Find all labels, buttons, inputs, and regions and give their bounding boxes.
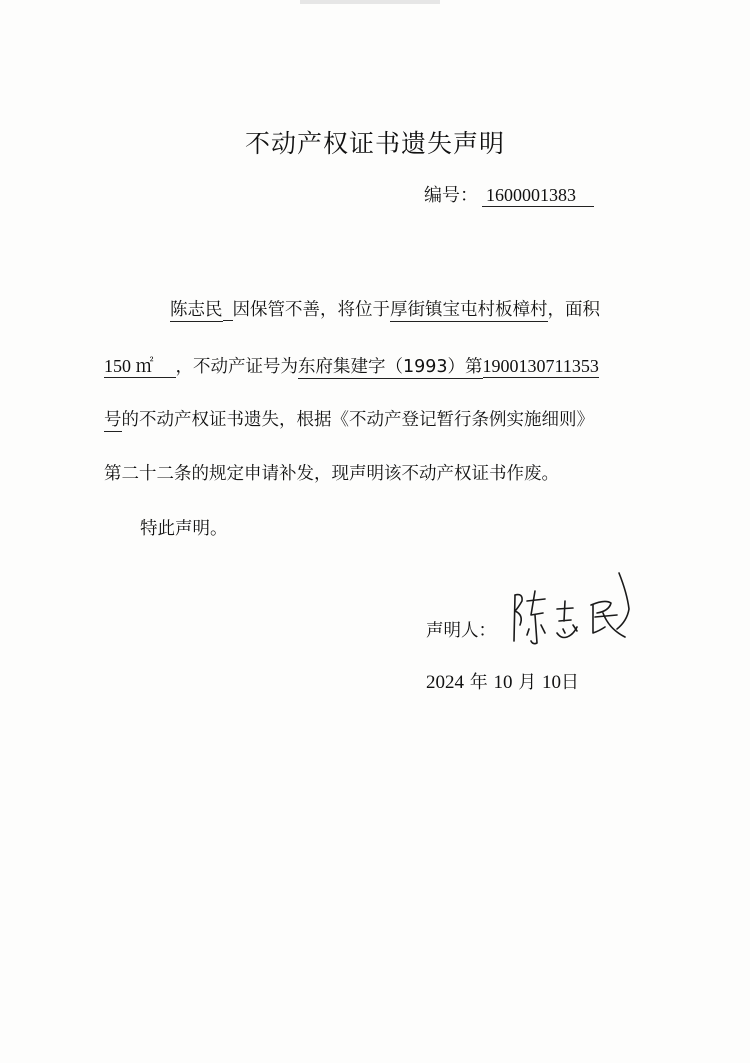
property-area: 150 ㎡ [104,356,154,376]
owner-name-blank [223,300,233,321]
certificate-suffix: 号 [104,410,122,430]
scan-artifact [300,0,440,4]
handwritten-signature [505,553,655,653]
line2-text: ，不动产证号为 [175,357,298,377]
document-number [424,181,594,207]
document-number-value: 1600001383 [482,185,594,207]
body-line-1 [170,296,600,321]
body-line-3 [104,406,594,431]
date-month-unit: 月 [518,672,537,693]
line1-end-text: ，面积 [547,300,600,320]
property-location: 厚街镇宝屯村板樟村 [390,300,548,320]
date-day-unit: 日 [560,672,579,693]
closing-text: 特此声明。 [140,519,228,539]
owner-name: 陈志民 [170,300,223,320]
line1-text: 因保管不善，将位于 [232,300,390,320]
date-day: 10 [541,672,561,693]
document-title: 不动产权证书遗失声明 [244,129,505,158]
date-year-unit: 年 [469,672,488,693]
line3-text: 的不动产权证书遗失，根据《不动产登记暂行条例实施细则》 [121,410,594,430]
document-number-label: 编号： [424,185,478,206]
date-month: 10 [493,672,513,693]
body-line-4: 第二十二条的规定申请补发，现声明该不动产权证书作废。 [104,464,559,484]
certificate-prefix: 东府集建字（1993）第 [298,357,483,377]
declaration-date [426,668,579,694]
declarant-label: 声明人： [426,621,496,641]
body-line-2 [104,352,599,378]
date-year: 2024 [426,672,464,693]
area-blank [154,357,176,378]
certificate-number: 1900130711353 [482,356,599,376]
